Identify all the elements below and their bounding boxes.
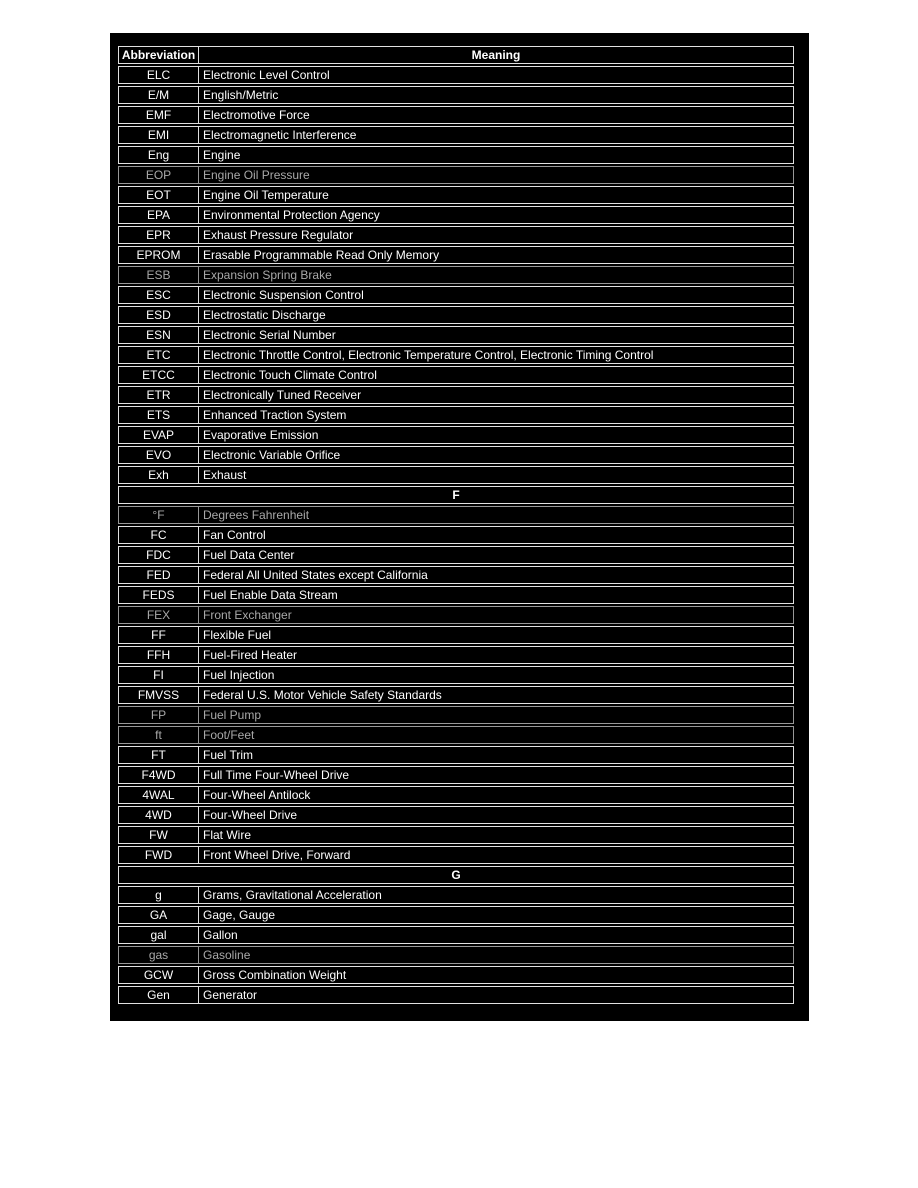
header-row [118, 46, 794, 64]
abbreviation-cell: gal [119, 927, 199, 943]
abbreviation-cell: EPA [119, 207, 199, 223]
table-row [118, 406, 794, 424]
meaning-cell: Flat Wire [203, 828, 251, 842]
abbreviation-column-header: Abbreviation [119, 47, 199, 63]
meaning-cell: Fuel Pump [203, 708, 262, 722]
meaning-cell: Erasable Programmable Read Only Memory [203, 248, 440, 262]
meaning-cell: Fuel Trim [203, 748, 254, 762]
meaning-cell: English/Metric [203, 88, 279, 102]
abbreviation-cell: ESD [119, 307, 199, 323]
meaning-cell: Electronic Serial Number [203, 328, 336, 342]
meaning-cell: Federal All United States except California [203, 568, 428, 582]
meaning-cell: Fan Control [203, 528, 266, 542]
meaning-cell: Engine [203, 148, 241, 162]
table-row [118, 106, 794, 124]
table-row [118, 906, 794, 924]
table-row [118, 186, 794, 204]
table-row [118, 646, 794, 664]
section-letter: F [452, 488, 460, 502]
table-row [118, 666, 794, 684]
table-row [118, 826, 794, 844]
abbreviation-cell: ETC [119, 347, 199, 363]
abbreviation-cell: ft [119, 727, 199, 743]
table-row [118, 166, 794, 184]
abbreviation-cell: ETCC [119, 367, 199, 383]
meaning-cell: Engine Oil Pressure [203, 168, 310, 182]
abbreviation-cell: ESB [119, 267, 199, 283]
abbreviation-cell: g [119, 887, 199, 903]
table-row [118, 926, 794, 944]
meaning-cell: Evaporative Emission [203, 428, 319, 442]
meaning-cell: Grams, Gravitational Acceleration [203, 888, 382, 902]
abbreviation-cell: °F [119, 507, 199, 523]
table-row [118, 286, 794, 304]
table-row [118, 726, 794, 744]
abbreviation-cell: FFH [119, 647, 199, 663]
table-row [118, 526, 794, 544]
table-row [118, 846, 794, 864]
table-row [118, 326, 794, 344]
section-header-row [118, 866, 794, 884]
table-row [118, 346, 794, 364]
meaning-cell: Generator [203, 988, 258, 1002]
table-row [118, 706, 794, 724]
table-row [118, 626, 794, 644]
meaning-cell: Enhanced Traction System [203, 408, 347, 422]
abbreviation-cell: FC [119, 527, 199, 543]
table-row [118, 126, 794, 144]
meaning-cell: Fuel-Fired Heater [203, 648, 298, 662]
meaning-cell: Federal U.S. Motor Vehicle Safety Standards [203, 688, 442, 702]
abbreviation-table [110, 33, 809, 1021]
meaning-cell: Gasoline [203, 948, 251, 962]
table-row [118, 986, 794, 1004]
meaning-cell: Foot/Feet [203, 728, 255, 742]
abbreviation-cell: FT [119, 747, 199, 763]
abbreviation-cell: EOT [119, 187, 199, 203]
table-row [118, 306, 794, 324]
table-row [118, 366, 794, 384]
table-row [118, 226, 794, 244]
abbreviation-cell: 4WAL [119, 787, 199, 803]
table-row [118, 946, 794, 964]
table-row [118, 546, 794, 564]
table-row [118, 446, 794, 464]
abbreviation-cell: gas [119, 947, 199, 963]
abbreviation-cell: EVO [119, 447, 199, 463]
abbreviation-cell: FW [119, 827, 199, 843]
abbreviation-cell: FF [119, 627, 199, 643]
meaning-cell: Full Time Four-Wheel Drive [203, 768, 350, 782]
meaning-cell: Front Exchanger [203, 608, 292, 622]
meaning-cell: Electronic Touch Climate Control [203, 368, 377, 382]
abbreviation-cell: F4WD [119, 767, 199, 783]
meaning-cell: Electronic Throttle Control, Electronic Temperature Control, Electronic Timing Control [203, 348, 654, 362]
meaning-cell: Electronic Suspension Control [203, 288, 364, 302]
table-row [118, 66, 794, 84]
abbreviation-cell: EOP [119, 167, 199, 183]
table-row [118, 206, 794, 224]
table-row [118, 266, 794, 284]
table-row [118, 586, 794, 604]
meaning-cell: Exhaust [203, 468, 247, 482]
abbreviation-cell: Eng [119, 147, 199, 163]
abbreviation-cell: FMVSS [119, 687, 199, 703]
table-row [118, 766, 794, 784]
abbreviation-cell: FED [119, 567, 199, 583]
meaning-cell: Electromotive Force [203, 108, 310, 122]
table-row [118, 466, 794, 484]
table-row [118, 86, 794, 104]
abbreviation-cell: GA [119, 907, 199, 923]
meaning-cell: Electrostatic Discharge [203, 308, 326, 322]
abbreviation-cell: 4WD [119, 807, 199, 823]
meaning-cell: Engine Oil Temperature [203, 188, 329, 202]
abbreviation-cell: ETS [119, 407, 199, 423]
abbreviation-cell: EMI [119, 127, 199, 143]
abbreviation-cell: Exh [119, 467, 199, 483]
abbreviation-cell: ETR [119, 387, 199, 403]
abbreviation-cell: FP [119, 707, 199, 723]
table-row [118, 966, 794, 984]
meaning-cell: Four-Wheel Drive [203, 808, 298, 822]
table-row [118, 246, 794, 264]
abbreviation-cell: FI [119, 667, 199, 683]
meaning-cell: Fuel Enable Data Stream [203, 588, 338, 602]
meaning-column-header: Meaning [471, 48, 521, 62]
table-row [118, 806, 794, 824]
abbreviation-cell: E/M [119, 87, 199, 103]
meaning-cell: Gage, Gauge [203, 908, 276, 922]
meaning-cell: Front Wheel Drive, Forward [203, 848, 351, 862]
meaning-cell: Flexible Fuel [203, 628, 272, 642]
table-rows [118, 66, 794, 1004]
abbreviation-cell: GCW [119, 967, 199, 983]
abbreviation-cell: EPROM [119, 247, 199, 263]
meaning-cell: Electronic Level Control [203, 68, 330, 82]
meaning-cell: Degrees Fahrenheit [203, 508, 310, 522]
meaning-cell: Electromagnetic Interference [203, 128, 357, 142]
abbreviation-cell: EVAP [119, 427, 199, 443]
table-row [118, 566, 794, 584]
table-row [118, 146, 794, 164]
abbreviation-cell: Gen [119, 987, 199, 1003]
abbreviation-cell: FDC [119, 547, 199, 563]
meaning-cell: Four-Wheel Antilock [203, 788, 311, 802]
table-row [118, 506, 794, 524]
table-row [118, 426, 794, 444]
table-row [118, 786, 794, 804]
meaning-cell: Fuel Data Center [203, 548, 295, 562]
meaning-cell: Electronically Tuned Receiver [203, 388, 362, 402]
section-header-row [118, 486, 794, 504]
table-row [118, 386, 794, 404]
abbreviation-cell: FEX [119, 607, 199, 623]
abbreviation-cell: FWD [119, 847, 199, 863]
table-row [118, 746, 794, 764]
meaning-cell: Environmental Protection Agency [203, 208, 380, 222]
table-row [118, 886, 794, 904]
abbreviation-cell: ESC [119, 287, 199, 303]
section-letter: G [451, 868, 461, 882]
abbreviation-cell: EPR [119, 227, 199, 243]
meaning-cell: Gross Combination Weight [203, 968, 347, 982]
abbreviation-cell: EMF [119, 107, 199, 123]
abbreviation-cell: ESN [119, 327, 199, 343]
meaning-cell: Exhaust Pressure Regulator [203, 228, 354, 242]
meaning-cell: Expansion Spring Brake [203, 268, 332, 282]
abbreviation-cell: ELC [119, 67, 199, 83]
table-row [118, 606, 794, 624]
meaning-cell: Gallon [203, 928, 238, 942]
abbreviation-cell: FEDS [119, 587, 199, 603]
meaning-cell: Electronic Variable Orifice [203, 448, 341, 462]
meaning-cell: Fuel Injection [203, 668, 275, 682]
table-row [118, 686, 794, 704]
